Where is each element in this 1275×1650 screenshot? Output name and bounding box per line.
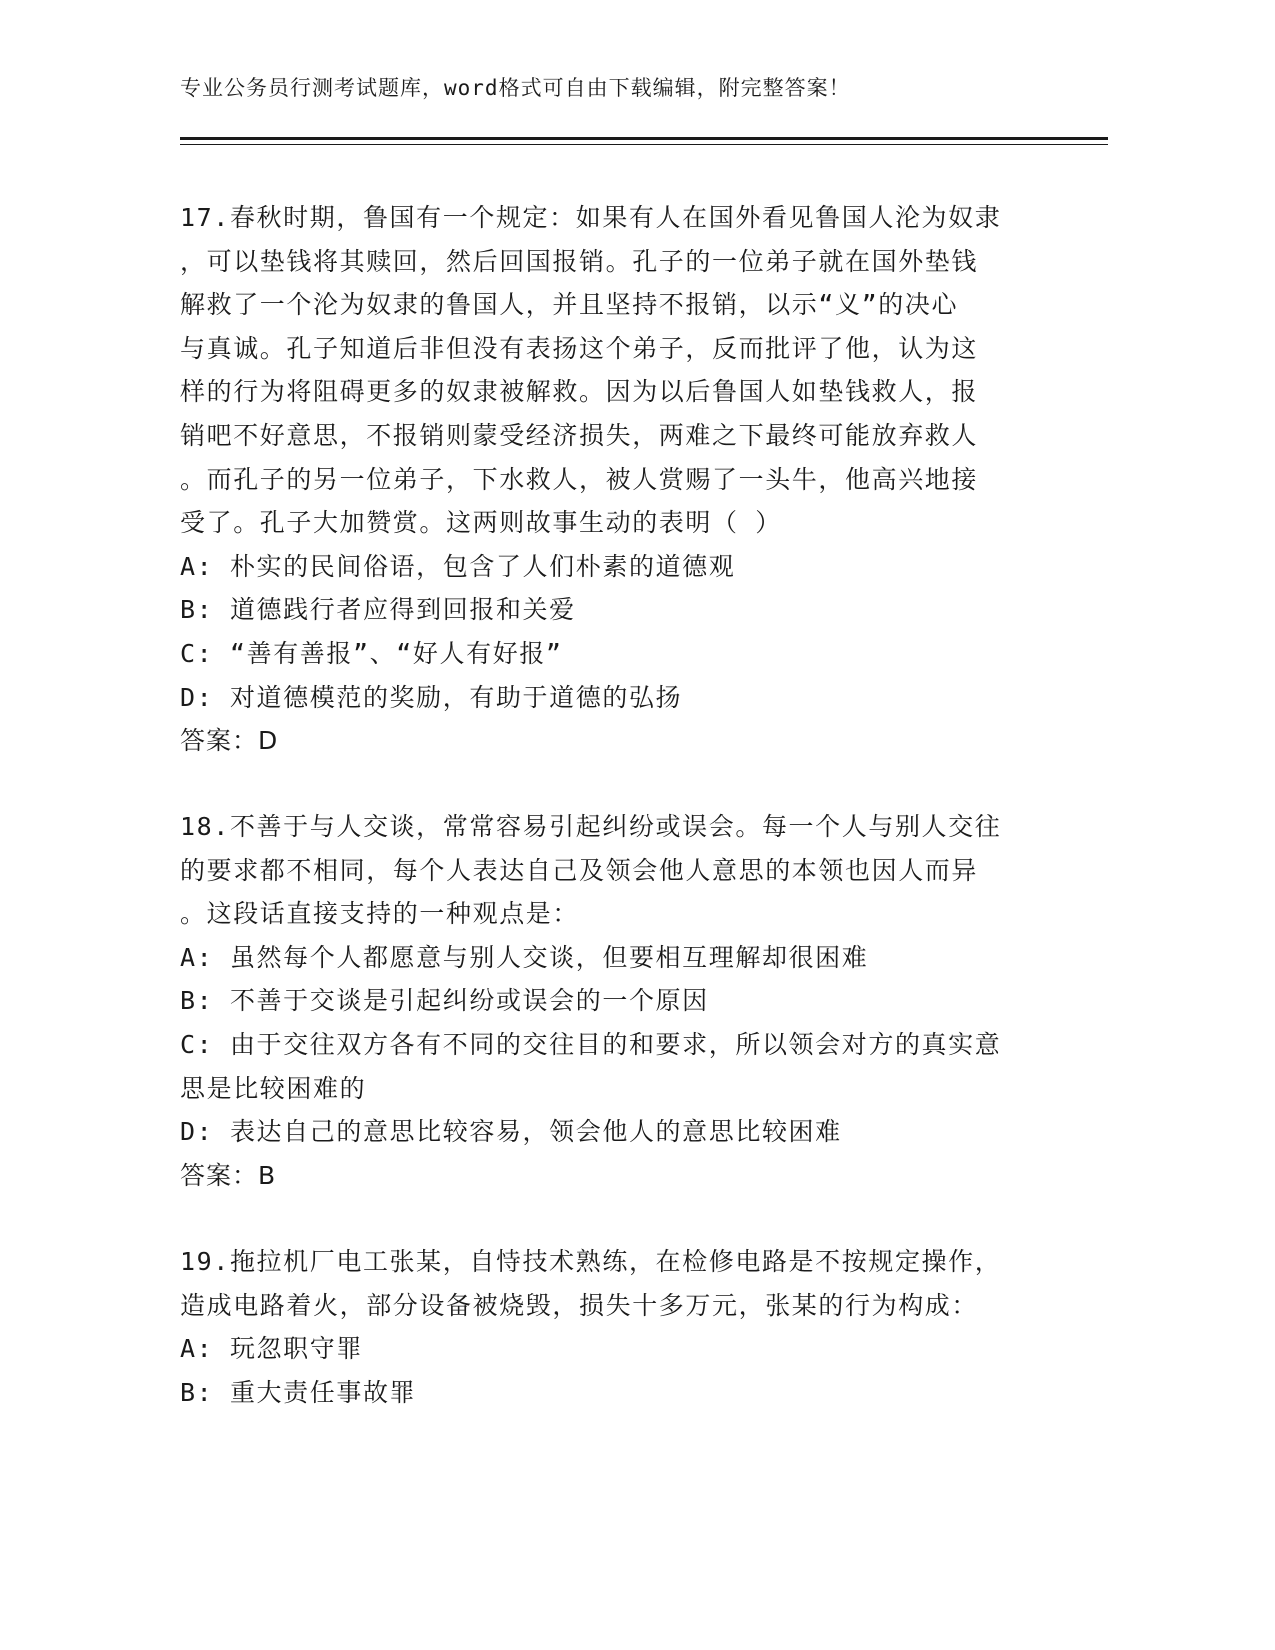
option-c: C: 由于交往双方各有不同的交往目的和要求，所以领会对方的真实意 思是比较困难的 [180, 1029, 1002, 1103]
question-18 [180, 805, 1040, 1197]
answer: 答案：B [180, 1160, 277, 1190]
option-a: A: 玩忽职守罪 [180, 1334, 363, 1364]
question-17 [180, 196, 1040, 763]
option-b: B: 不善于交谈是引起纠纷或误会的一个原因 [180, 986, 709, 1016]
option-d: D: 表达自己的意思比较容易，领会他人的意思比较困难 [180, 1117, 842, 1147]
header-rule-thin [180, 144, 1108, 145]
option-c: C: “善有善报”、“好人有好报” [180, 638, 563, 668]
option-a: A: 虽然每个人都愿意与别人交谈，但要相互理解却很困难 [180, 942, 869, 972]
header-rule-thick [180, 137, 1108, 140]
question-19 [180, 1240, 1040, 1414]
option-b: B: 重大责任事故罪 [180, 1377, 417, 1407]
question-stem: 18.不善于与人交谈，常常容易引起纠纷或误会。每一个人与别人交往 的要求都不相同，每个人表达自己及领会他人意思的本领也因人而异 。这段话直接支持的一种观点是： [180, 812, 1002, 929]
page-header: 专业公务员行测考试题库，word格式可自由下载编辑，附完整答案！ [180, 76, 851, 100]
option-b: B: 道德践行者应得到回报和关爱 [180, 595, 576, 625]
question-stem: 17.春秋时期，鲁国有一个规定：如果有人在国外看见鲁国人沦为奴隶 ，可以垫钱将其赎回，然后回国报销。孔子的一位弟子就在国外垫钱 解救了一个沦为奴隶的鲁国人，并且坚持不报销，以示“义”的决心 与真诚。孔子知道后非但没有表扬这个弟子，反而批评了他，认为这 样的行为将阻碍更多的奴隶被解救。因为以后鲁国人如垫钱救人，报 销吧不好意思，不报销则蒙受经济损失，两难之下最终可能放弃救人 。而孔子的另一位弟子，下水救人，被人赏赐了一头牛，他高兴地接 受了。孔子大加赞赏。这两则故事生动的表明（ ） [180, 203, 1002, 538]
option-d: D: 对道德模范的奖励，有助于道德的弘扬 [180, 682, 683, 712]
question-stem: 19.拖拉机厂电工张某，自恃技术熟练，在检修电路是不按规定操作， 造成电路着火，部分设备被烧毁，损失十多万元，张某的行为构成： [180, 1247, 1002, 1320]
option-a: A: 朴实的民间俗语，包含了人们朴素的道德观 [180, 551, 736, 581]
answer: 答案：D [180, 726, 279, 756]
